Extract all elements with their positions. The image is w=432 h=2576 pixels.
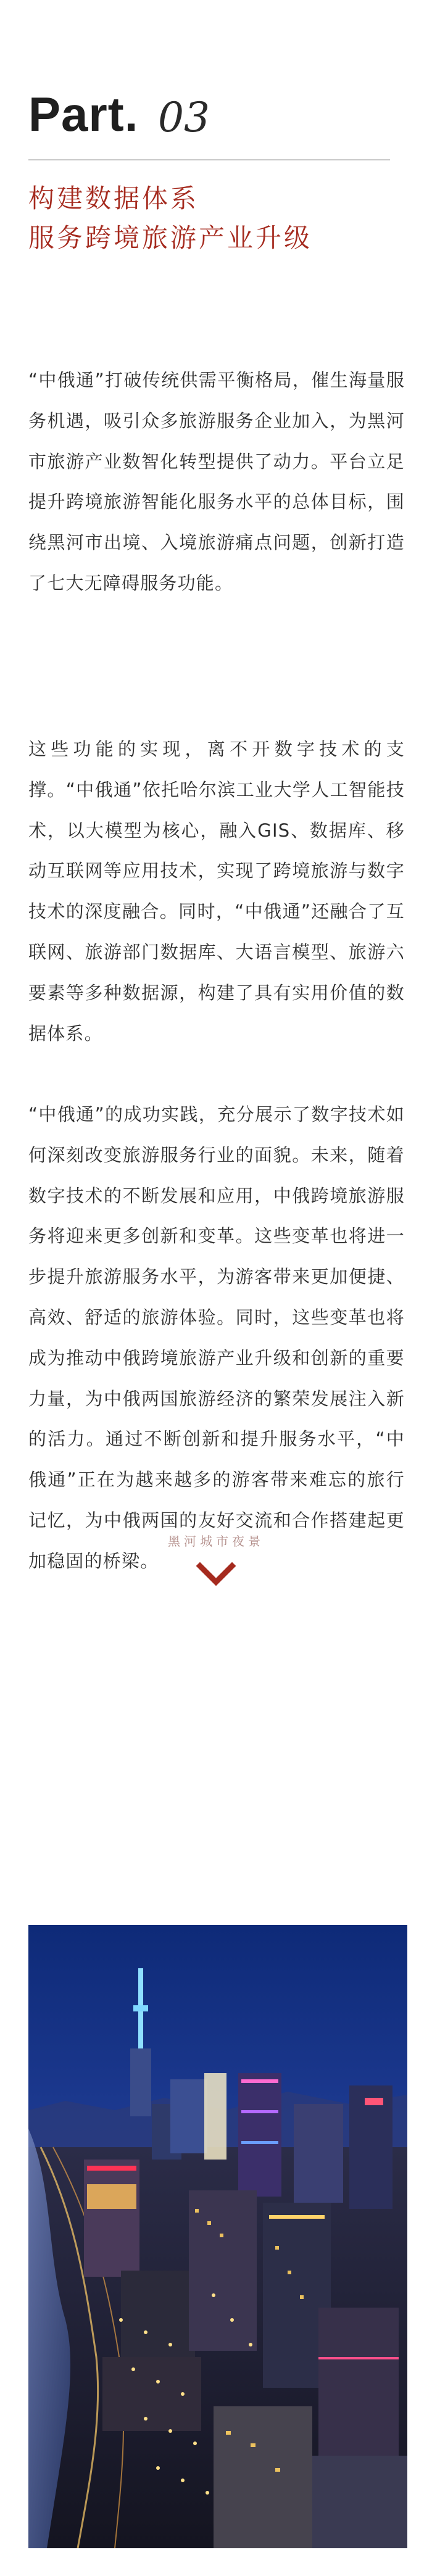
chevron-down-icon [196, 1562, 236, 1587]
image-caption: 黑河城市夜景 [168, 1534, 264, 1549]
watermark-icon [358, 2552, 368, 2562]
watermark-text: 文旅中国 [372, 2551, 416, 2564]
paragraph-1: “中俄通”打破传统供需平衡格局，催生海量服务机遇，吸引众多旅游服务企业加入，为黑河市旅游产业数智化转型提供了动力。平台立足提升跨境旅游智能化服务水平的总体目标，围绕黑河市出境、入境旅游痛点问题，创新打造了七大无障碍服务功能。 [28, 370, 405, 594]
section-title-line-1: 构建数据体系 [28, 183, 199, 213]
section-title-line-2: 服务跨境旅游产业升级 [28, 223, 313, 253]
section-title [28, 179, 399, 258]
paragraph-2: 这些功能的实现，离不开数字技术的支撑。“中俄通”依托哈尔滨工业大学人工智能技术，以大模型为核心，融入GIS、数据库、移动互联网等应用技术，实现了跨境旅游与数字技术的深度融合。同时，“中俄通”还融合了互联网、旅游部门数据库、大语言模型、旅游六要素等多种数据源，构建了具有实用价值的数据体系。 [28, 739, 405, 1044]
watermark [358, 2548, 416, 2564]
city-night-photo [28, 1925, 407, 2548]
part-number: 03 [158, 94, 210, 141]
divider [28, 159, 390, 160]
paragraph-3: “中俄通”的成功实践，充分展示了数字技术如何深刻改变旅游服务行业的面貌。未来，随着数字技术的不断发展和应用，中俄跨境旅游服务将迎来更多创新和变革。这些变革也将进一步提升旅游服务水平，为游客带来更加便捷、高效、舒适的旅游体验。同时，这些变革也将成为推动中俄跨境旅游产业升级和创新的重要力量，为中俄两国旅游经济的繁荣发展注入新的活力。通过不断创新和提升服务水平，“中俄通”正在为越来越多的游客带来难忘的旅行记忆，为中俄两国的友好交流和合作搭建起更加稳固的桥梁。 [28, 1104, 405, 1572]
part-label: Part. [28, 87, 139, 141]
